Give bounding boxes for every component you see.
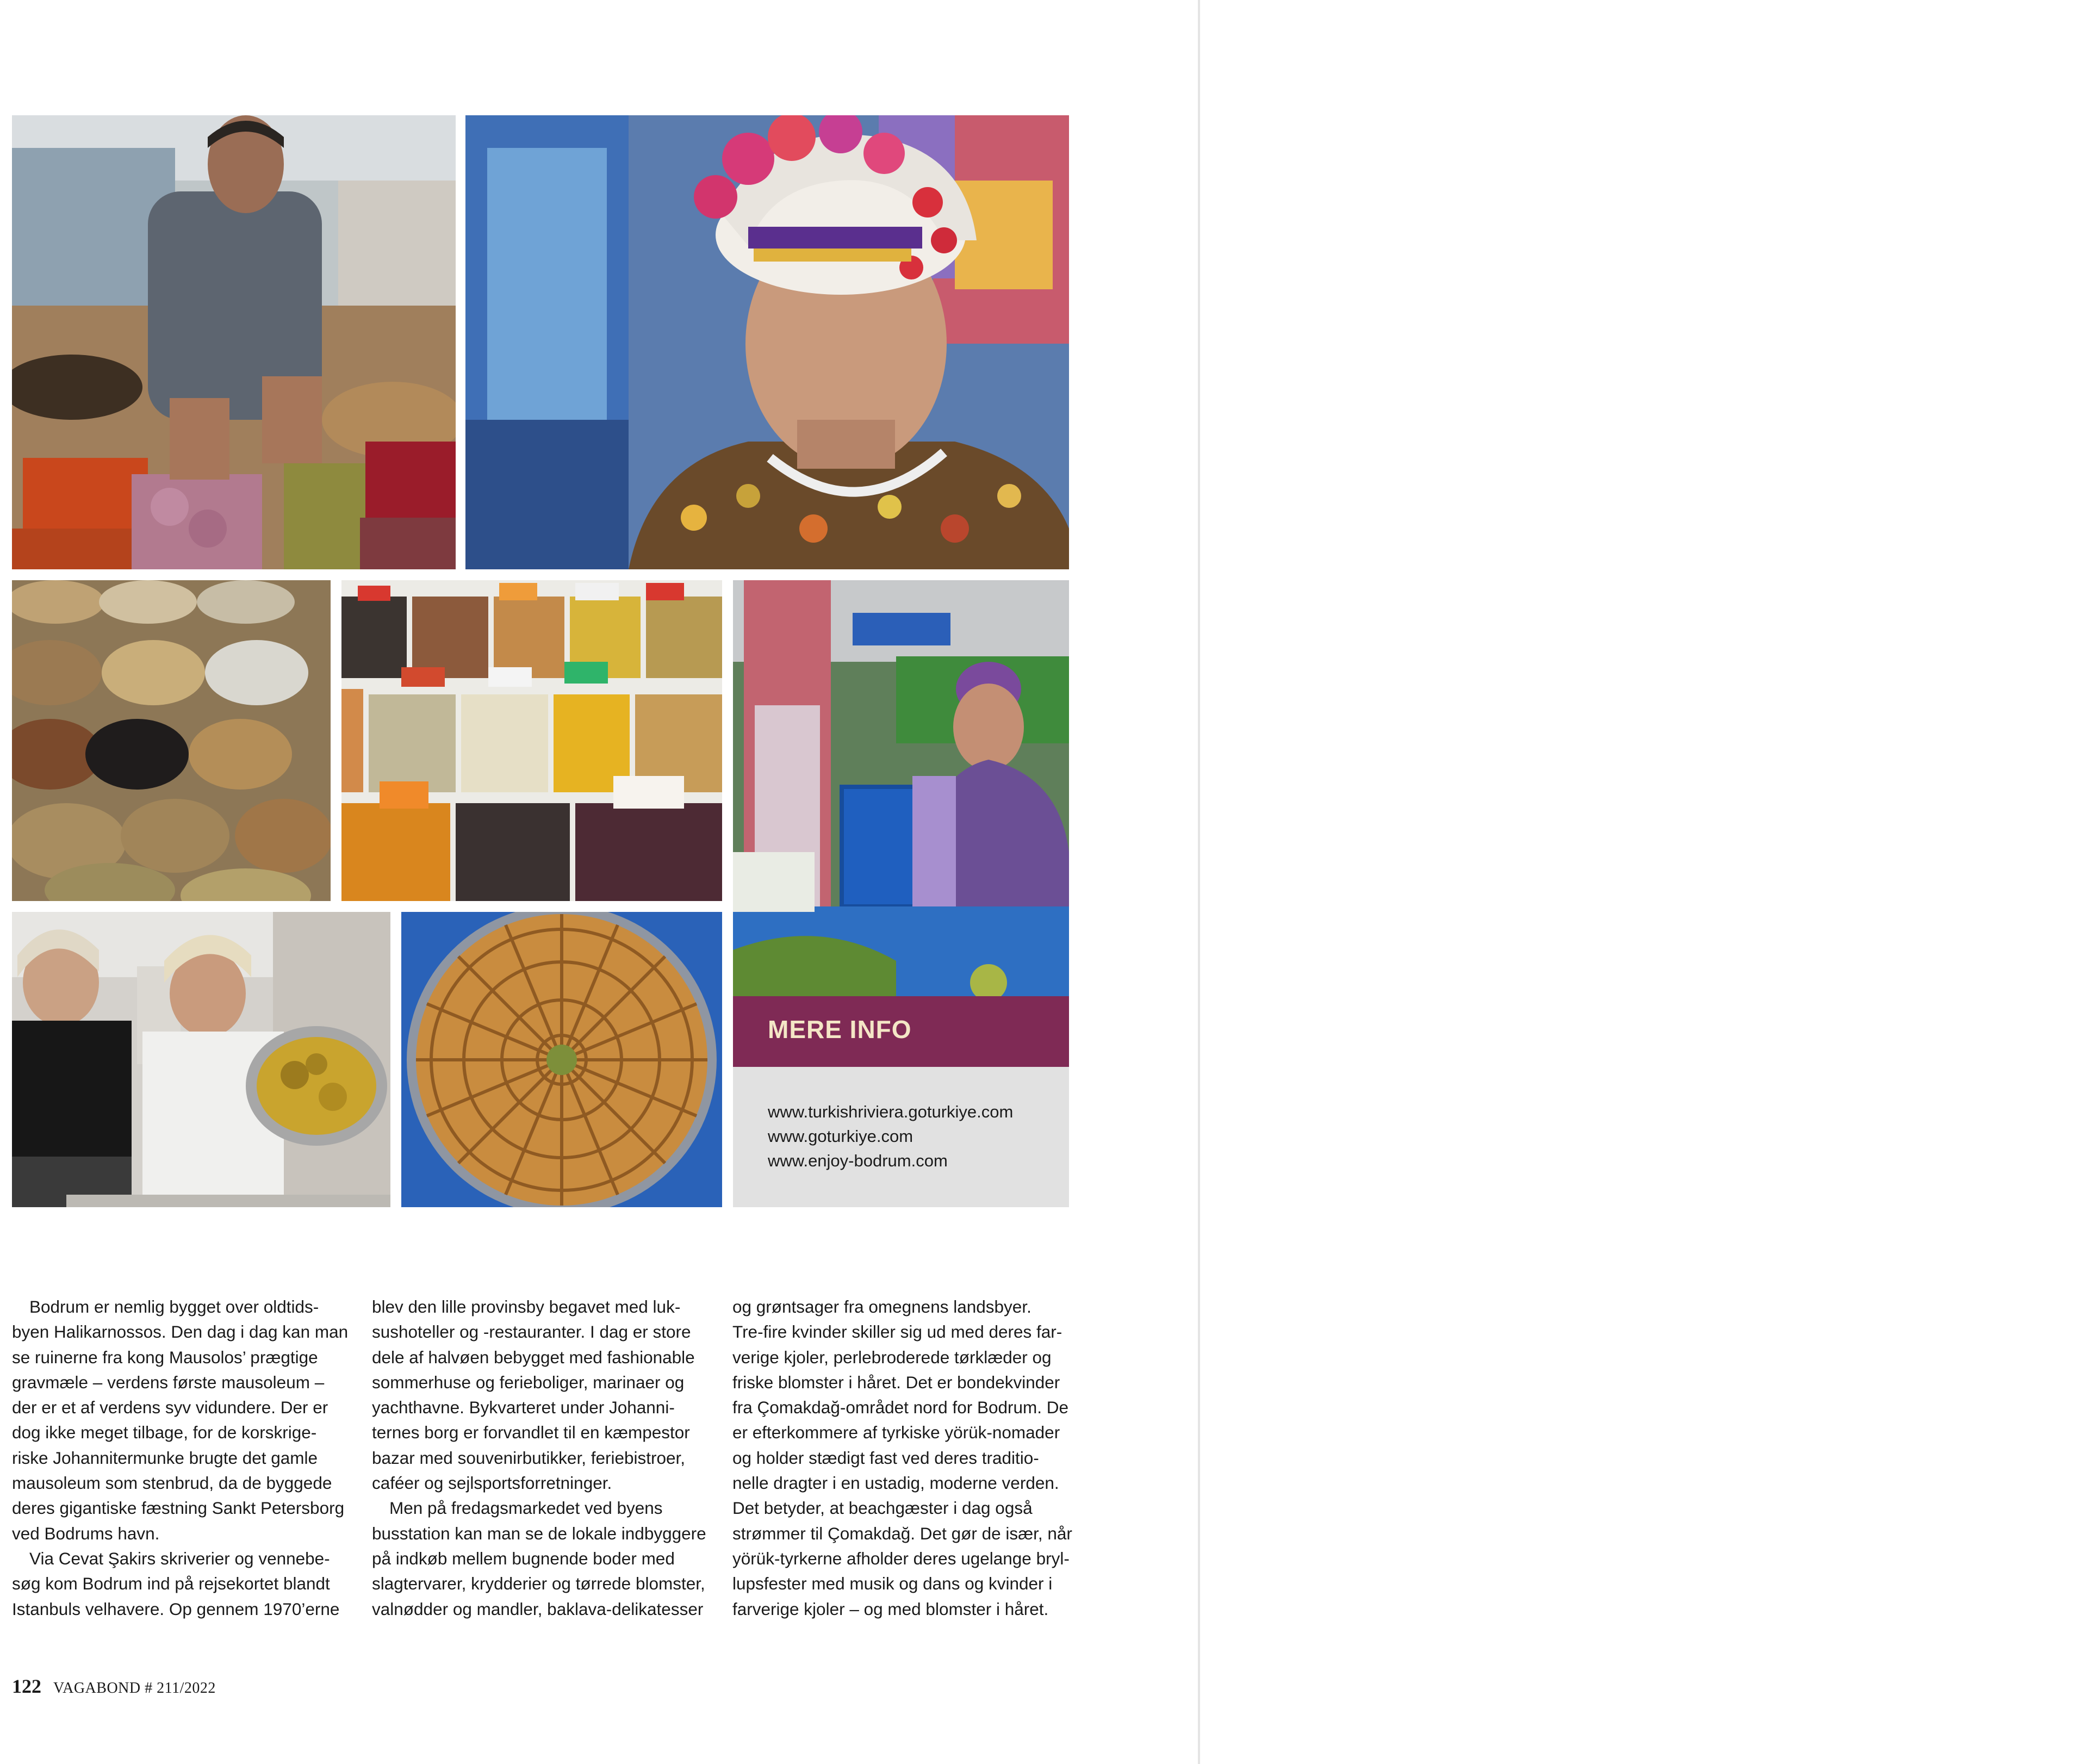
text-line: bazar med souvenirbutikker, feriebistroer, [372,1448,686,1468]
text-line: sommerhuse og ferieboliger, marinaer og [372,1372,685,1392]
text-line: riske Johannitermunke brugte det gamle [12,1448,318,1468]
spice-vendor-photo [12,115,456,569]
right-page-blank [1200,0,2088,1764]
magazine-issue: VAGABOND # 211/2022 [53,1680,216,1697]
info-link[interactable]: www.turkishriviera.goturkiye.com [768,1102,1014,1121]
text-line: Istanbuls velhavere. Op gennem 1970’erne [12,1599,340,1619]
text-line: farverige kjoler – og med blomster i håret. [732,1599,1049,1619]
text-line: ved Bodrums havn. [12,1523,160,1543]
market-woman-photo [733,580,1069,996]
text-line: Det betyder, at beachgæster i dag også [732,1498,1033,1518]
text-line: yörük-tyrkerne afholder deres ugelange bryl- [732,1548,1070,1568]
info-links [768,1100,1013,1173]
text-line: se ruinerne fra kong Mausolos’ prægtige [12,1347,318,1367]
text-line: fra Çomakdağ-området nord for Bodrum. De [732,1397,1069,1418]
nuts-bowls-photo [12,580,331,901]
text-line: blev den lille provinsby begavet med luk- [372,1297,681,1316]
info-link[interactable]: www.enjoy-bodrum.com [768,1151,948,1170]
text-line: Tre-fire kvinder skiller sig ud med deres far- [732,1322,1062,1342]
baklava-tray-photo [401,912,722,1207]
text-line: byen Halikarnossos. Den dag i dag kan man [12,1322,349,1342]
text-line: gravmæle – verdens første mausoleum – [12,1372,325,1392]
text-line: mausoleum som stenbrud, da de byggede [12,1473,332,1493]
text-line: verige kjoler, perlebroderede tørklæder og [732,1347,1052,1367]
info-box-header [733,996,1069,1067]
text-line: slagtervarer, krydderier og tørrede blomster, [372,1574,705,1594]
page-number: 122 [12,1675,41,1697]
page-folio [12,1675,216,1698]
text-line: der er et af verdens syv vidundere. Der er [12,1397,328,1418]
text-line: lupsfester med musik og dans og kvinder i [732,1574,1053,1594]
text-line: caféer og sejlsportsforretninger. [372,1473,612,1493]
text-column-1 [12,1294,352,1622]
text-line: Bodrum er nemlig bygget over oldtids- [29,1297,319,1316]
text-column-2 [372,1294,712,1622]
spice-trays-photo [341,580,722,901]
text-line: og grøntsager fra omegnens landsbyer. [732,1297,1031,1316]
text-line: Men på fredagsmarkedet ved byens [389,1498,663,1518]
text-line: er efterkommere af tyrkiske yörük-nomader [732,1423,1060,1443]
text-line: deres gigantiske fæstning Sankt Petersborg [12,1498,345,1518]
text-line: på indkøb mellem bugnende boder med [372,1548,675,1568]
text-line: busstation kan man se de lokale indbyggere [372,1523,706,1543]
text-line: dog ikke meget tilbage, for de korskrige- [12,1423,317,1443]
text-line: søg kom Bodrum ind på rejsekortet blandt [12,1574,330,1594]
text-line: yachthavne. Bykvarteret under Johanni- [372,1397,675,1418]
text-line: strømmer til Çomakdağ. Det gør de især, når [732,1523,1072,1543]
text-line: dele af halvøen bebygget med fashionable [372,1347,695,1367]
info-box-body [733,1067,1069,1207]
text-line: valnødder og mandler, baklava-delikatesser [372,1599,704,1619]
text-line: Via Cevat Şakirs skriverier og vennebe- [29,1548,330,1568]
text-line: ternes borg er forvandlet til en kæmpestor [372,1423,690,1443]
info-link[interactable]: www.goturkiye.com [768,1127,913,1146]
text-line: friske blomster i håret. Det er bondekvinder [732,1372,1060,1392]
text-line: nelle dragter i en ustadig, moderne verden. [732,1473,1059,1493]
text-column-3 [732,1294,1072,1622]
woman-flower-headdress-photo [465,115,1069,569]
text-line: sushoteller og -restauranter. I dag er store [372,1322,691,1342]
dolma-women-photo [12,912,390,1207]
text-line: og holder stædigt fast ved deres traditio- [732,1448,1039,1468]
info-box-title: MERE INFO [768,1015,912,1044]
